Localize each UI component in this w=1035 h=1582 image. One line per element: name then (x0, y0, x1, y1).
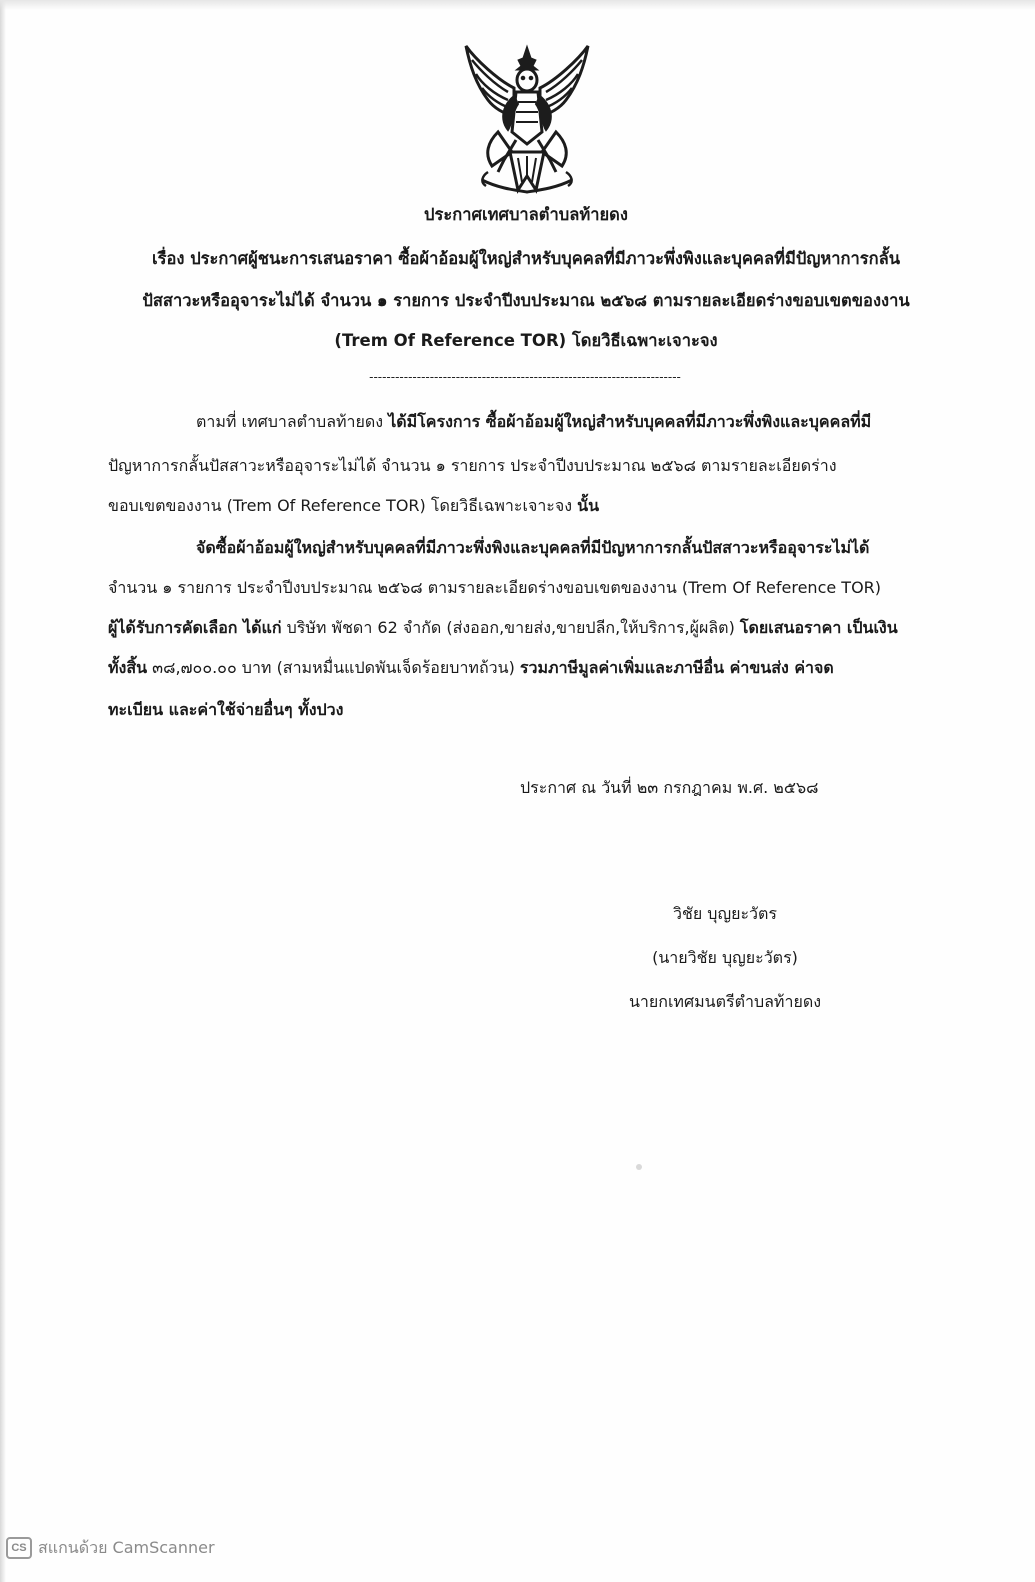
signer-position: นายกเทศมนตรีตำบลท้ายดง (628, 992, 822, 1011)
announce-date: ประกาศ ณ วันที่ ๒๓ กรกฎาคม พ.ศ. ๒๕๖๘ (520, 778, 819, 797)
winner-company: บริษัท พัชดา 62 จำกัด (ส่งออก,ขายส่ง,ขายปลีก,ให้บริการ,ผู้ผลิต) (286, 618, 735, 637)
scan-speck (636, 1164, 642, 1170)
paragraph-2-line-5: ทะเบียน และค่าใช้จ่ายอื่นๆ ทั้งปวง (108, 700, 344, 719)
paragraph-1-line-1 (196, 410, 871, 435)
title-line-3: ปัสสาวะหรืออุจาระไม่ได้ จำนวน ๑ รายการ ประจำปีงบประมาณ ๒๕๖๘ ตามรายละเอียดร่างขอบเขตของงาน (142, 291, 910, 310)
separator-line: ------------------------------------------------------------------------ (369, 370, 681, 384)
camscanner-watermark (6, 1536, 215, 1560)
p1-project: ได้มีโครงการ ซื้อผ้าอ้อมผู้ใหญ่สำหรับบุคคลที่มีภาวะพึ่งพิงและบุคคลที่มี (388, 412, 872, 431)
bid-amount: ๓๘,๗๐๐.๐๐ บาท (สามหมื่นแปดพันเจ็ดร้อยบาทถ้วน) (152, 658, 515, 677)
paragraph-2-line-1: จัดซื้อผ้าอ้อมผู้ใหญ่สำหรับบุคคลที่มีภาวะพึ่งพิงและบุคคลที่มีปัญหาการกลั้นปัสสาวะหรืออุจาระไม่ได้ (196, 538, 870, 557)
paragraph-1-line-2: ปัญหาการกลั้นปัสสาวะหรืออุจาระไม่ได้ จำนวน ๑ รายการ ประจำปีงบประมาณ ๒๕๖๘ ตามรายละเอียดร่าง (108, 456, 837, 475)
signer-full-name: (นายวิชัย บุญยะวัตร) (652, 948, 798, 967)
scan-top-shadow (0, 0, 1035, 10)
p1-method: ขอบเขตของงาน (Trem Of Reference TOR) โดยวิธีเฉพาะเจาะจง (108, 496, 573, 515)
p1-intro: ตามที่ เทศบาลตำบลท้ายดง (196, 412, 384, 431)
garuda-emblem-icon (458, 40, 596, 198)
paragraph-2-line-3 (108, 616, 898, 641)
camscanner-label: สแกนด้วย CamScanner (38, 1537, 215, 1557)
bid-label: โดยเสนอราคา เป็นเงิน (739, 618, 898, 637)
tax-note: รวมภาษีมูลค่าเพิ่มและภาษีอื่น ค่าขนส่ง ค่าจด (519, 658, 834, 677)
paragraph-2-line-4 (108, 656, 834, 681)
camscanner-logo-icon: CS (6, 1537, 32, 1559)
paragraph-1-line-3 (108, 494, 599, 519)
scan-edge-shadow (0, 0, 6, 1582)
title-line-2: เรื่อง ประกาศผู้ชนะการเสนอราคา ซื้อผ้าอ้อมผู้ใหญ่สำหรับบุคคลที่มีภาวะพึ่งพิงและบุคคลที่มีปัญหาการกลั้น (151, 249, 901, 268)
total-label: ทั้งสิ้น (108, 658, 148, 677)
winner-label: ผู้ได้รับการคัดเลือก ได้แก่ (108, 618, 282, 637)
title-line-1: ประกาศเทศบาลตำบลท้ายดง (424, 205, 628, 224)
signed-name: วิชัย บุญยะวัตร (672, 904, 778, 923)
title-line-4: (Trem Of Reference TOR) โดยวิธีเฉพาะเจาะจง (334, 331, 718, 350)
p1-end: นั้น (577, 496, 600, 515)
paragraph-2-line-2: จำนวน ๑ รายการ ประจำปีงบประมาณ ๒๕๖๘ ตามรายละเอียดร่างขอบเขตของงาน (Trem Of Reference TOR) (108, 578, 882, 597)
